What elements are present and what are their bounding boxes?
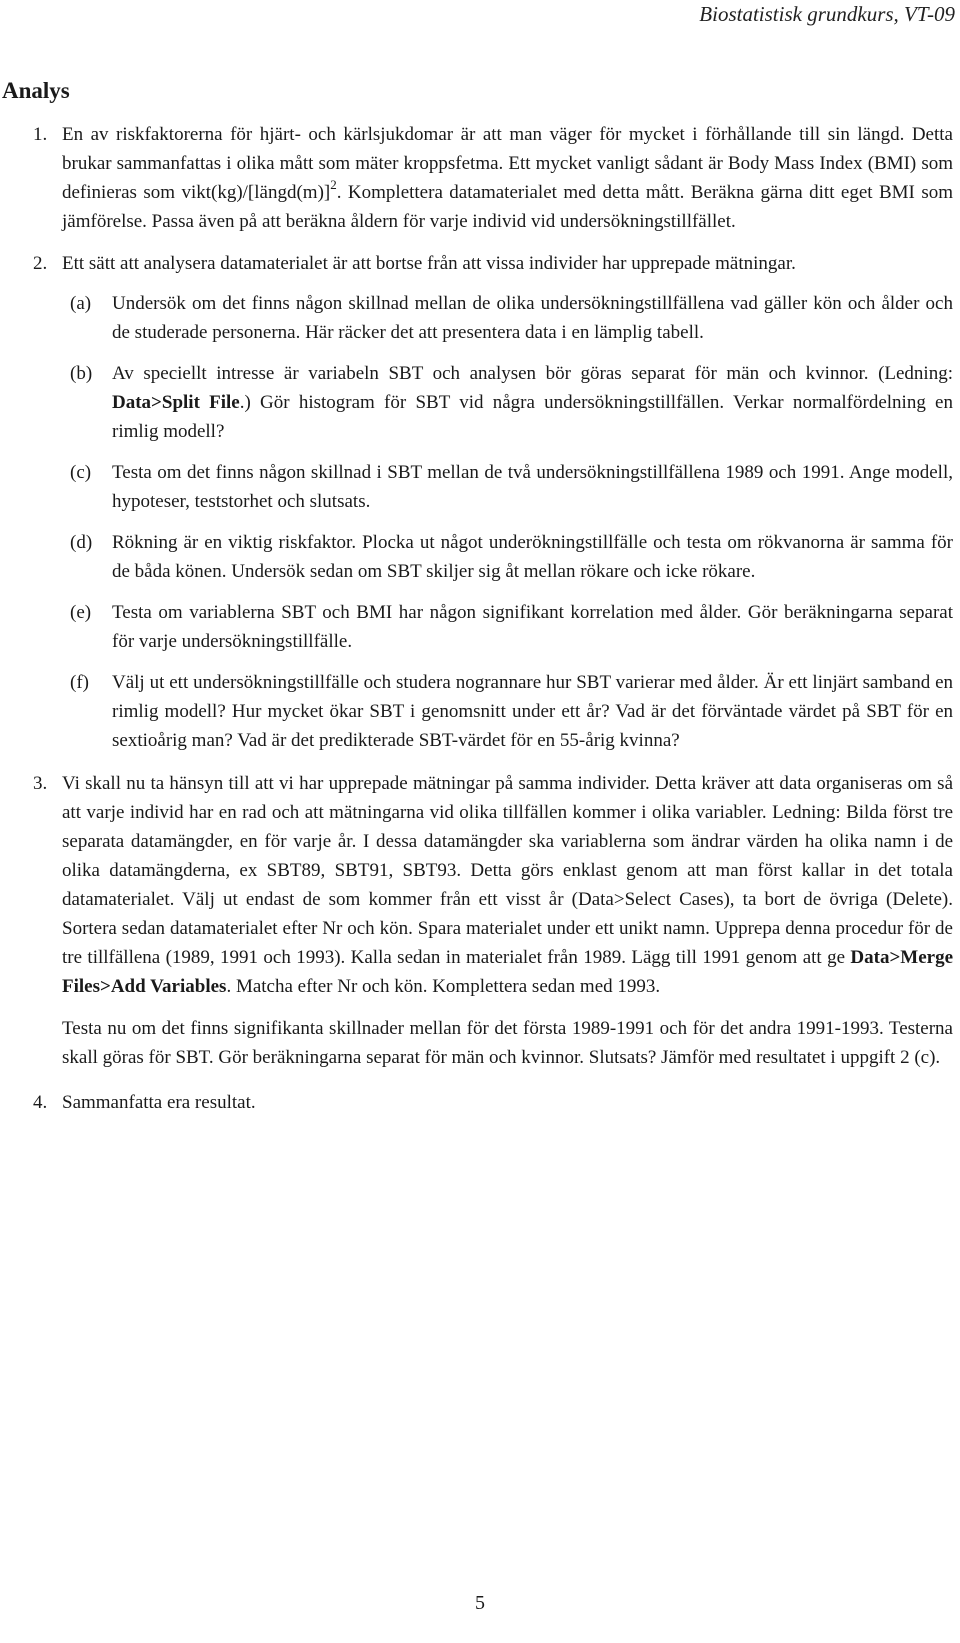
item-text: Ett sätt att analysera datamaterialet är att bortse från att vissa individer har upprepade mätningar. — [62, 253, 796, 274]
subitem-e — [62, 598, 953, 656]
subitem-text: Rökning är en viktig riskfaktor. Plocka ut något underökningstillfälle och testa om rökvanorna är samma för de båda könen. Undersök sedan om SBT skiljer sig åt mellan rökare och icke rökare. — [112, 532, 953, 582]
superscript: 2 — [330, 176, 337, 192]
section-title: Analys — [2, 78, 70, 103]
item-text — [62, 120, 953, 236]
subitem-d — [62, 528, 953, 586]
text-run: . Matcha efter Nr och kön. Komplettera sedan med 1993. — [226, 976, 661, 997]
list-item-1 — [0, 120, 953, 236]
page-number: 5 — [475, 1592, 485, 1614]
subitem-text: Välj ut ett undersökningstillfälle och studera nogrannare hur SBT varierar med ålder. Är ett linjärt samband en rimlig modell? Hur mycket ökar SBT i genomsnitt under ett år? Vad är det förväntade värdet på SBT för en sextioårig man? Vad är det predikterade SBT-värdet för en 55-årig kvinna? — [112, 672, 953, 751]
item-number: 4. — [33, 1092, 48, 1113]
text-run: .) Gör histogram för SBT vid några undersökningstillfällen. Verkar normalfördelning en rimlig modell? — [112, 392, 953, 442]
subitem-label: (e) — [70, 602, 92, 623]
running-header: Biostatistisk grundkurs, VT-09 — [699, 2, 955, 26]
subitem-label: (d) — [70, 532, 93, 553]
subitem-a — [62, 289, 953, 347]
item-number: 1. — [33, 124, 48, 145]
subitem-label: (c) — [70, 462, 92, 483]
list-item-2 — [0, 249, 953, 755]
subitem-label: (b) — [70, 363, 93, 384]
text-run: Av speciellt intresse är variabeln SBT och analysen bör göras separat för män och kvinnor. (Ledning: — [112, 363, 953, 384]
subitem-text: Testa om det finns någon skillnad i SBT mellan de två undersökningstillfällena 1989 och 1991. Ange modell, hypoteser, teststorhet och slutsats. — [112, 462, 953, 512]
item-text: Sammanfatta era resultat. — [62, 1092, 256, 1113]
text-run: En av riskfaktorerna för hjärt- och kärlsjukdomar är att man väger för mycket i förhållande till sin längd. Detta brukar sammanfattas i olika mått som mäter kroppsfetma. Ett mycket vanligt sådant är Body Mass Index (BMI) som definieras som vikt(kg)/[längd(m)] — [62, 124, 953, 203]
subitem-label: (f) — [70, 672, 89, 693]
subitem-f — [62, 668, 953, 755]
subitem-label: (a) — [70, 293, 92, 314]
subitem-c — [62, 458, 953, 516]
text-run: . Komplettera datamaterialet med detta mått. Beräkna gärna ditt eget BMI som jämförelse. Passa även på att beräkna åldern för varje individ vid undersökningstillfället. — [62, 182, 953, 232]
menu-path: Data>Merge Files>Add Variables — [62, 947, 953, 997]
item-paragraph-1 — [62, 769, 953, 1001]
item-paragraph-2: Testa nu om det finns signifikanta skillnader mellan för det första 1989-1991 och för det andra 1991-1993. Testerna skall göras för SBT. Gör beräkningarna separat för män och kvinnor. Slutsats? Jämför med resultatet i uppgift 2 (c). — [62, 1018, 953, 1068]
item-number: 2. — [33, 253, 48, 274]
list-item-3 — [0, 769, 953, 1072]
item-number: 3. — [33, 773, 48, 794]
exercise-list — [0, 120, 953, 1117]
text-run: Vi skall nu ta hänsyn till att vi har upprepade mätningar på samma individer. Detta kräver att data organiseras om så att varje individ har en rad och att mätningarna vid olika tillfällen kommer i olika variabler. Ledning: Bilda först tre separata datamängder, en för varje år. I dessa datamängder ska variablerna som ändrar värden ha olika namn i de olika datamängderna, ex SBT89, SBT91, SBT93. Detta görs enklast genom att man först kallar in det totala datamaterialet. Välj ut endast de som kommer från ett visst år (Data>Select Cases), ta bort de övriga (Delete). Sortera sedan datamaterialet efter Nr och kön. Spara materialet under ett unikt namn. Upprepa denna procedur för de tre tillfällena (1989, 1991 och 1993). Kalla sedan in materialet från 1989. Lägg till 1991 genom att ge — [62, 773, 953, 968]
subitem-text: Undersök om det finns någon skillnad mellan de olika undersökningstillfällena vad gäller kön och ålder och de studerade personerna. Här räcker det att presentera data i en lämplig tabell. — [112, 293, 953, 343]
subitem-b — [62, 359, 953, 446]
menu-path: Data>Split File — [112, 392, 240, 413]
subitem-text — [112, 363, 953, 442]
subitem-text: Testa om variablerna SBT och BMI har någon signifikant korrelation med ålder. Gör beräkningarna separat för varje undersökningstillfälle. — [112, 602, 953, 652]
list-item-4 — [0, 1088, 953, 1117]
